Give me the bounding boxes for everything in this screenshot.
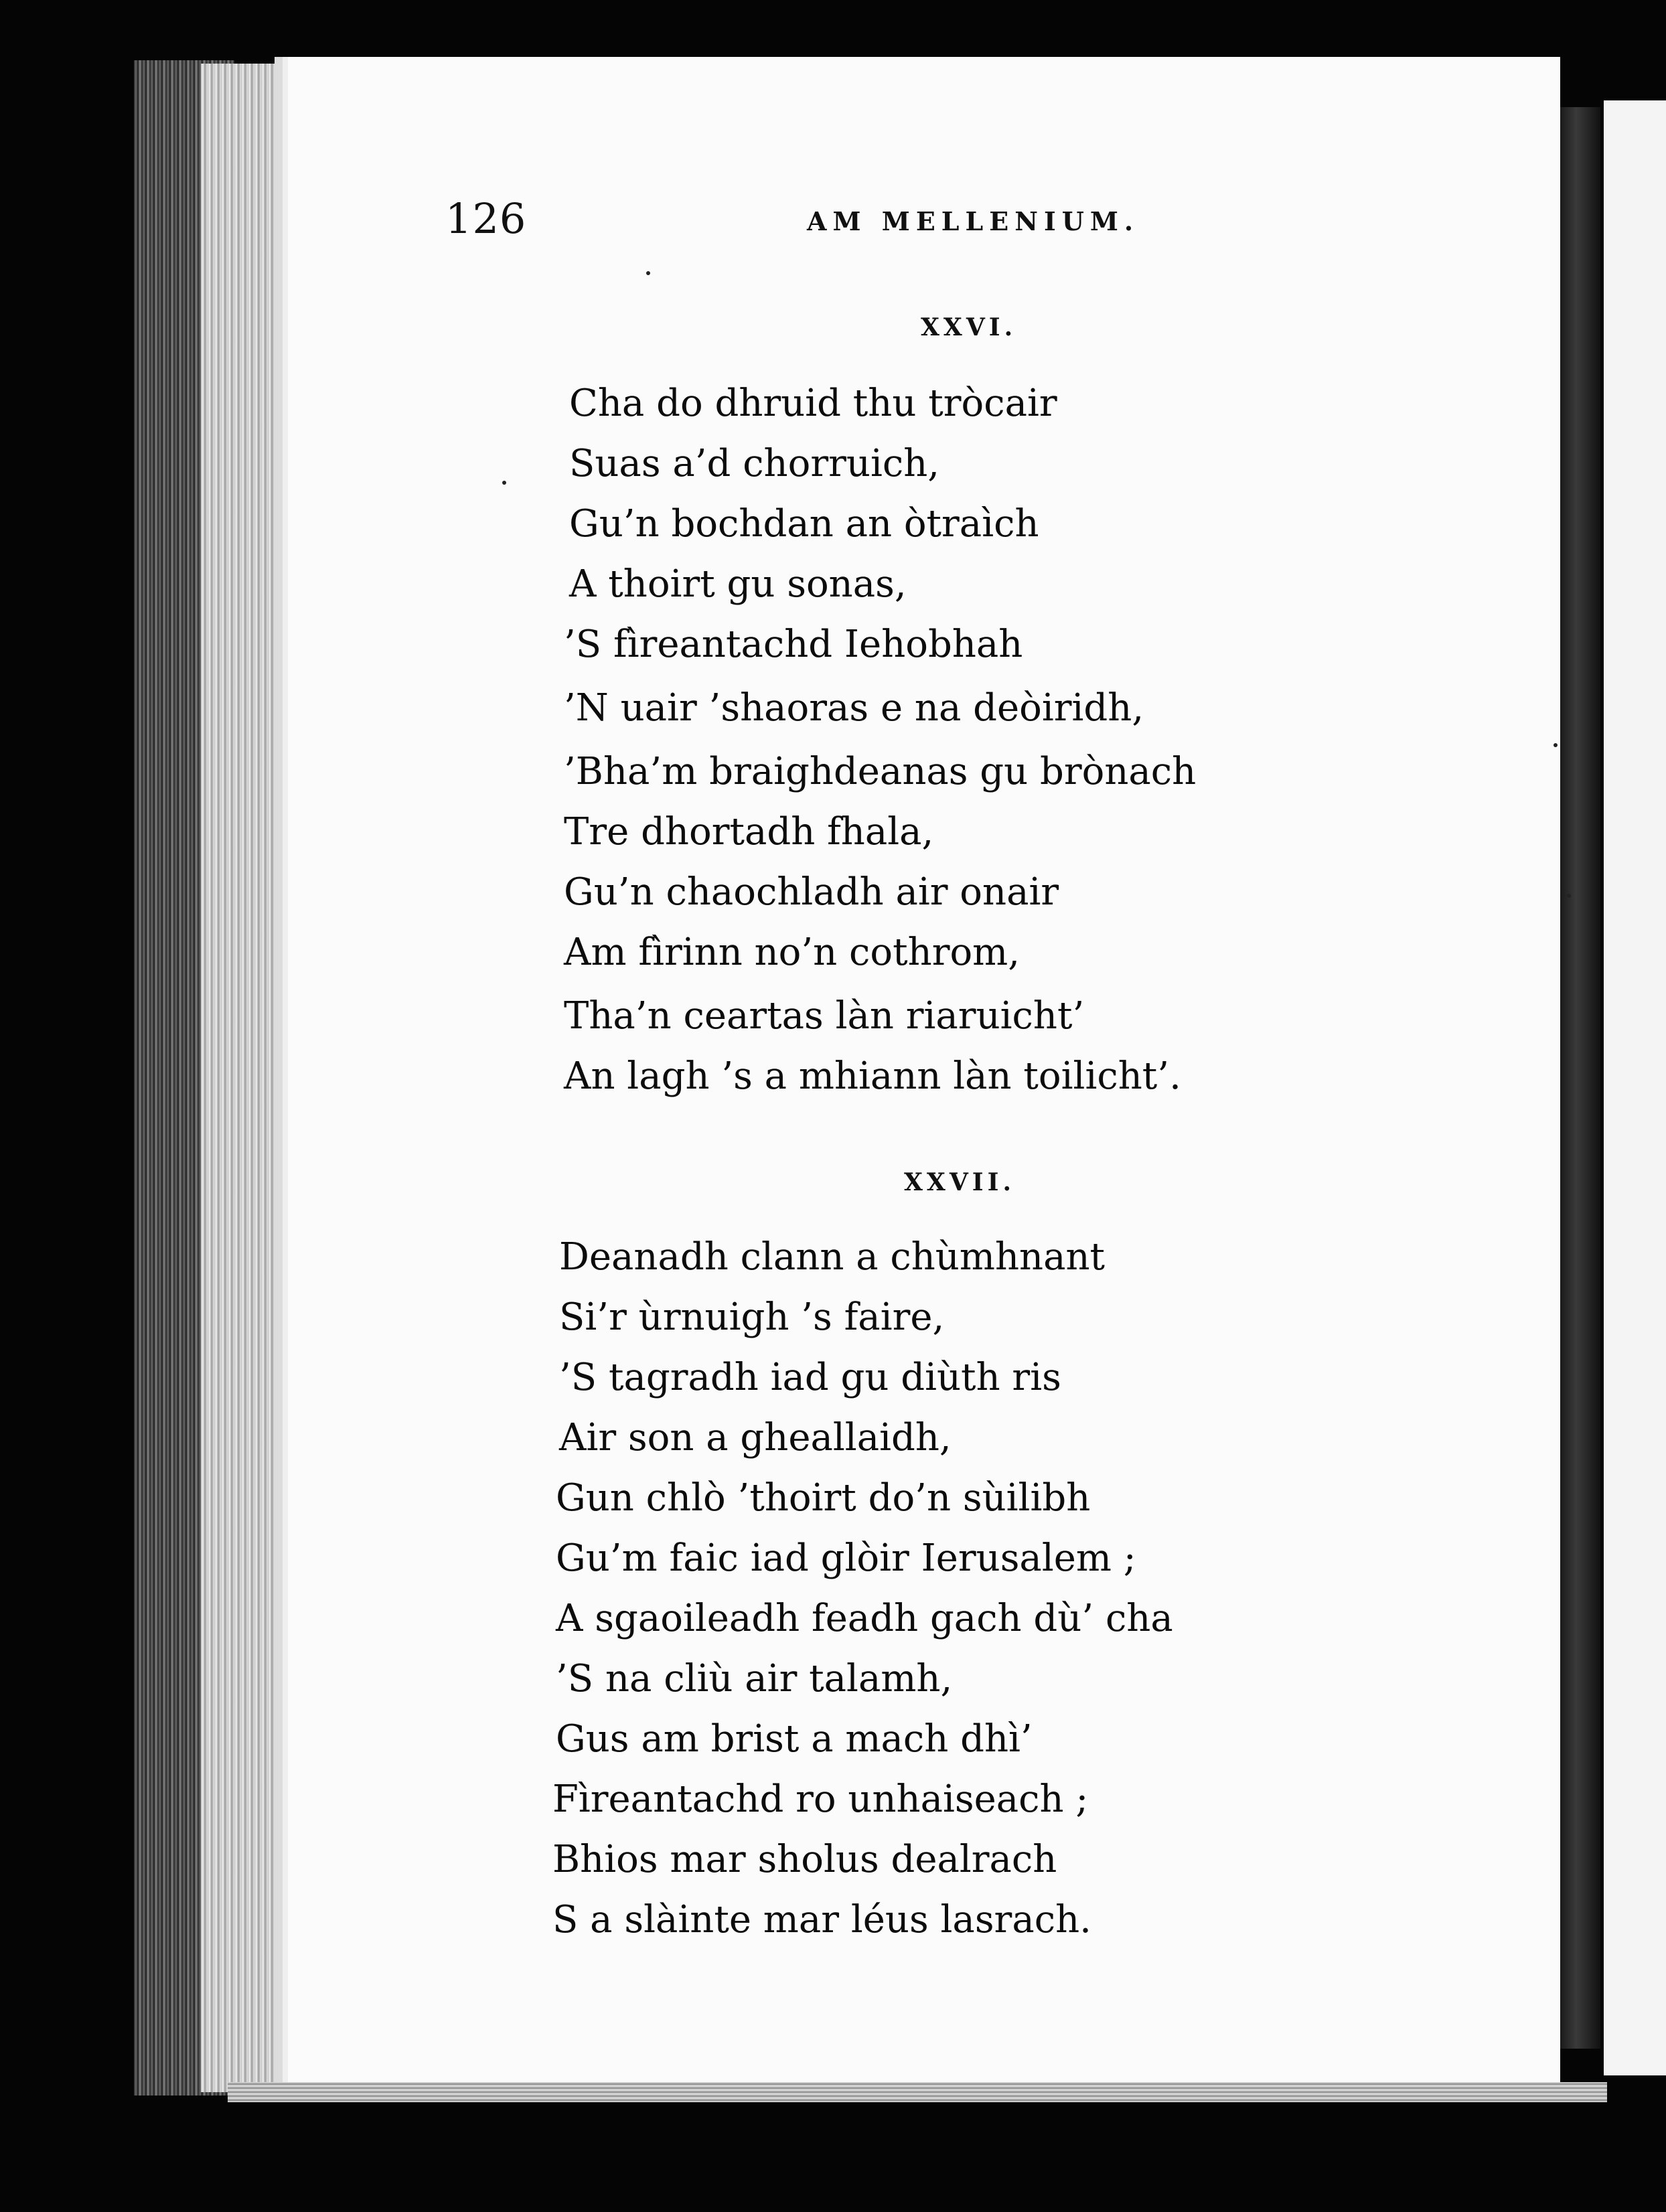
verse-line: Suas a’d chorruich, [569,442,940,485]
verse-line: Gu’m faic iad glòir Ierusalem ; [556,1536,1136,1580]
verse-line: Tre dhortadh fhala, [564,810,934,854]
scan-speck [1567,894,1571,898]
stacked-page-edges [201,64,281,2092]
verse-line: ’N uair ’shaoras e na deòiridh, [564,686,1144,730]
verse-line: Am fìrinn no’n cothrom, [564,931,1020,974]
facing-page-edge [1604,100,1666,2075]
running-title: AM MELLENIUM. [807,206,1140,236]
verse-line: Si’r ùrnuigh ’s faire, [559,1295,945,1339]
verse-line: Cha do dhruid thu tròcair [569,382,1057,425]
right-gutter-shadow [1560,107,1600,2049]
verse-line: Gu’n chaochladh air onair [564,870,1059,914]
verse-line: ’S tagradh iad gu diùth ris [559,1356,1061,1399]
verse-line: Gu’n bochdan an òtraìch [569,502,1039,546]
verse-line: A thoirt gu sonas, [569,562,907,606]
scan-speck [646,271,650,275]
page-number: 126 [445,194,527,243]
verse-line: Tha’n ceartas làn riaruicht’ [564,994,1085,1038]
scan-speck [502,481,506,485]
scan-speck [1554,743,1558,747]
verse-line: ’S na cliù air talamh, [556,1657,953,1701]
verse-line: Fìreantachd ro unhaiseach ; [552,1778,1089,1821]
section-heading-xxvi: XXVI. [921,313,1017,341]
verse-line: Gus am brist a mach dhì’ [556,1717,1033,1761]
verse-line: Bhios mar sholus dealrach [552,1838,1057,1881]
verse-line: Gun chlò ’thoirt do’n sùilibh [556,1476,1091,1520]
verse-line: ’S fìreantachd Iehobhah [564,623,1023,666]
section-heading-xxvii: XXVII. [904,1168,1016,1196]
verse-line: ’Bha’m braighdeanas gu brònach [564,750,1197,793]
verse-line: An lagh ’s a mhiann làn toilicht’. [564,1054,1181,1098]
running-head [445,194,1148,248]
bottom-page-edges [228,2082,1607,2102]
verse-line: S a slàinte mar léus lasrach. [552,1898,1091,1942]
verse-line: Air son a gheallaidh, [559,1416,952,1459]
verse-line: A sgaoileadh feadh gach dù’ cha [556,1597,1173,1640]
verse-line: Deanadh clann a chùmhnant [559,1235,1106,1279]
